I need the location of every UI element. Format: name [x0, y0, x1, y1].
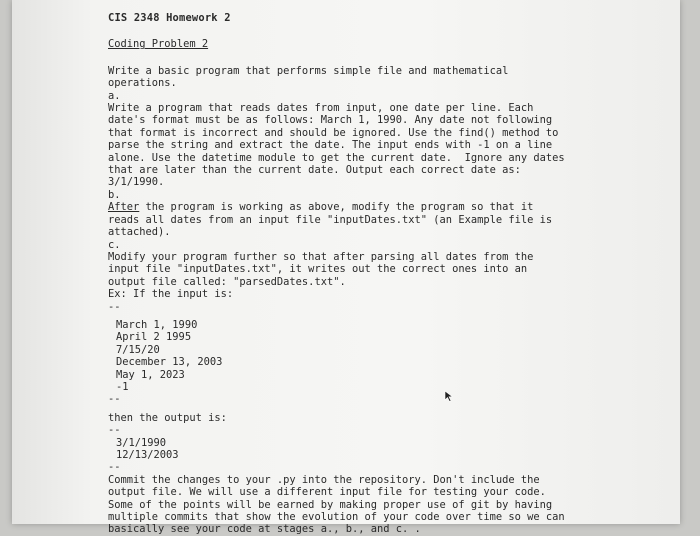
- part-b-line: attached).: [108, 226, 171, 239]
- part-a-line: alone. Use the datetime module to get the current date. Ignore any dates: [108, 151, 565, 164]
- intro-line: Write a basic program that performs simple file and mathematical: [108, 64, 509, 77]
- part-a-line: parse the string and extract the date. The input ends with -1 on a line: [108, 139, 553, 152]
- part-b-line: reads all dates from an input file "inputDates.txt" (an Example file is: [108, 213, 553, 226]
- separator: --: [108, 300, 121, 313]
- part-b-underlined-word: After: [108, 201, 140, 214]
- document-content: [108, 12, 588, 536]
- intro-line: operations.: [108, 77, 177, 90]
- closing-line: output file. We will use a different input file for testing your code.: [108, 486, 546, 499]
- document-header: CIS 2348 Homework 2: [108, 12, 231, 24]
- output-example-line: 3/1/1990: [116, 436, 167, 449]
- output-example-line: 12/13/2003: [116, 449, 179, 461]
- part-a-label: a.: [108, 89, 121, 102]
- part-b-label: b.: [108, 188, 121, 201]
- part-c-line: Ex: If the input is:: [108, 288, 234, 301]
- part-a-line: Write a program that reads dates from input, one date per line. Each: [108, 102, 534, 115]
- output-label: then the output is:: [108, 411, 227, 424]
- input-example-line: -1: [116, 380, 129, 393]
- part-b-first-rest: the program is working as above, modify the program so that it: [139, 201, 534, 214]
- input-example-line: May 1, 2023: [116, 368, 185, 381]
- separator: --: [108, 461, 121, 474]
- document-page: [12, 0, 680, 536]
- part-b-first-line: [108, 201, 588, 213]
- closing-line: Some of the points will be earned by making proper use of git by having: [108, 498, 553, 511]
- separator: --: [108, 393, 121, 406]
- problem-title: Coding Problem 2: [108, 38, 209, 51]
- input-example-line: April 2 1995: [116, 331, 192, 344]
- separator: --: [108, 424, 121, 437]
- part-c-line: input file "inputDates.txt", it writes out the correct ones into an: [108, 263, 528, 276]
- mouse-cursor-icon: [444, 390, 454, 402]
- input-example-line: 7/15/20: [116, 343, 160, 356]
- part-c-line: Modify your program further so that after parsing all dates from the: [108, 250, 534, 263]
- part-c-line: output file called: "parsedDates.txt".: [108, 275, 346, 288]
- part-a-line: that are later than the current date. Output each correct date as:: [108, 164, 521, 177]
- input-example-line: December 13, 2003: [116, 356, 223, 369]
- closing-line: multiple commits that show the evolution of your code over time so we can: [108, 511, 565, 524]
- closing-line: Commit the changes to your .py into the repository. Don't include the: [108, 473, 540, 486]
- closing-line: basically see your code at stages a., b., and c. .: [108, 523, 421, 536]
- part-a-line: date's format must be as follows: March 1, 1990. Any date not following: [108, 114, 553, 127]
- part-c-label: c.: [108, 238, 121, 251]
- part-a-line: 3/1/1990.: [108, 176, 165, 189]
- part-a-line: that format is incorrect and should be ignored. Use the find() method to: [108, 126, 559, 139]
- input-example-line: March 1, 1990: [116, 318, 198, 331]
